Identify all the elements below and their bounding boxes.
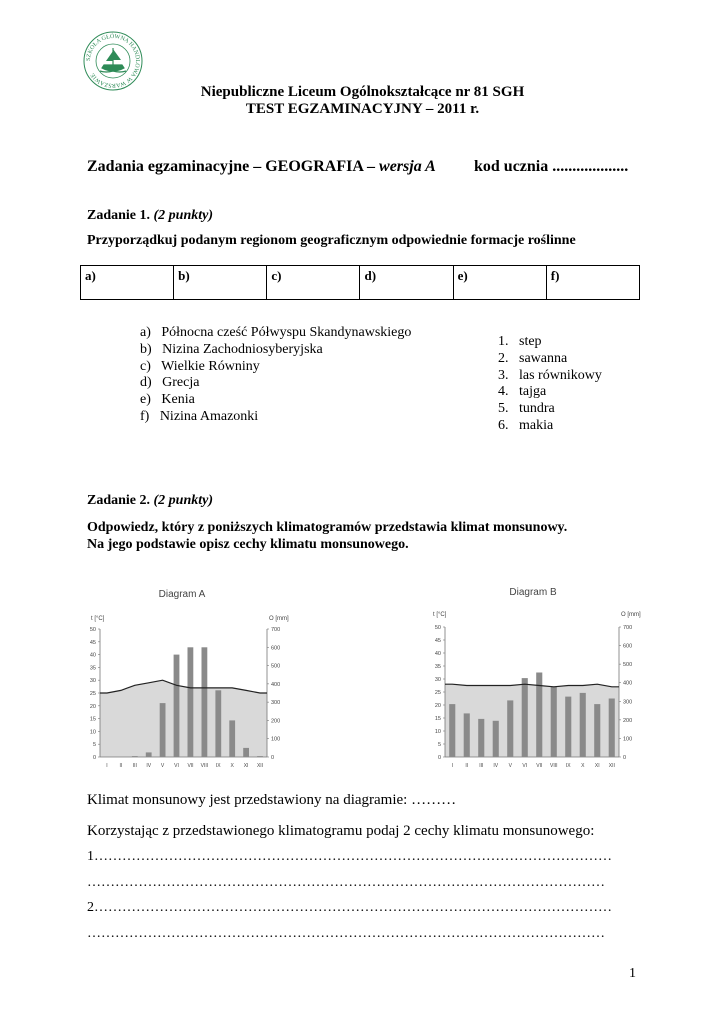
answer-cell-e[interactable]: e)	[453, 266, 546, 300]
left-tick-label: 15	[89, 716, 96, 723]
x-tick-label: VIII	[550, 763, 558, 769]
list-item: 2. sawanna	[498, 350, 568, 366]
left-tick-label: 0	[92, 755, 96, 761]
exam-version: wersja A	[379, 158, 436, 175]
x-tick-label: X	[581, 763, 585, 769]
right-tick-label: 0	[271, 755, 275, 761]
right-tick-label: 700	[271, 627, 281, 633]
x-tick-label: XI	[594, 763, 600, 769]
precipitation-bar	[464, 713, 470, 757]
right-tick-label: 500	[623, 662, 633, 669]
x-tick-label: V	[508, 763, 512, 769]
task1-label: Zadanie 1.	[87, 208, 154, 223]
x-tick-label: VI	[174, 763, 179, 769]
x-tick-label: I	[106, 763, 108, 769]
right-tick-label: 200	[623, 717, 633, 724]
left-tick-label: 15	[434, 716, 441, 722]
list-item: 5. tundra	[498, 401, 555, 417]
list-item: c) Wielkie Równiny	[140, 358, 260, 374]
vegetation-list	[498, 334, 602, 435]
page-number: 1	[629, 966, 636, 981]
left-tick-label: 25	[89, 691, 96, 697]
x-tick-label: II	[465, 763, 469, 769]
left-tick-label: 5	[437, 742, 441, 748]
list-item: d) Grecja	[140, 375, 200, 391]
right-tick-label: 600	[271, 645, 281, 652]
x-tick-label: XI	[243, 763, 249, 769]
precipitation-bar	[478, 719, 484, 757]
precipitation-bar	[594, 704, 600, 757]
left-tick-label: 35	[89, 665, 96, 672]
climate-diagram-b	[425, 580, 647, 776]
diagram-a-title: Diagram A	[158, 589, 206, 600]
precipitation-bar	[215, 690, 221, 757]
temperature-area	[100, 680, 267, 757]
answer-cell-c[interactable]: c)	[267, 266, 360, 300]
regions-list	[140, 325, 411, 426]
diagram-a-right-axis-label: O [mm]	[269, 616, 289, 622]
list-item: f) Nizina Amazonki	[140, 408, 259, 424]
answer-line-2b[interactable]: …………………………………………………………………………………………………	[87, 926, 605, 941]
left-tick-label: 20	[89, 703, 96, 710]
list-item: e) Kenia	[140, 392, 195, 408]
task2-label: Zadanie 2.	[87, 493, 154, 508]
logo-ring-text: SZKOŁA GŁÓWNA HANDLOWA W WARSZAWIE	[85, 33, 141, 89]
list-item: 4. tajga	[498, 384, 547, 400]
list-item: 3. las równikowy	[498, 367, 602, 383]
x-tick-label: VIII	[200, 763, 209, 769]
precipitation-bar	[609, 699, 615, 758]
task2-points: (2 punkty)	[153, 493, 214, 508]
right-tick-label: 100	[271, 736, 281, 743]
answer-table	[80, 265, 640, 300]
left-tick-label: 20	[434, 703, 441, 709]
precipitation-bar	[565, 697, 571, 757]
list-item: 6. makia	[498, 417, 554, 433]
task2-instruction-2: Na jego podstawie opisz cechy klimatu monsunowego.	[87, 537, 409, 552]
answer-line-1b[interactable]: …………………………………………………………………………………………………	[87, 875, 605, 890]
precipitation-bar	[551, 686, 557, 757]
precipitation-bar	[174, 655, 180, 757]
answer-line-2[interactable]: 2…………………………………………………………………………………………………	[87, 900, 612, 915]
precipitation-bar	[202, 647, 208, 757]
answer-cell-a[interactable]: a)	[81, 266, 174, 300]
right-tick-label: 400	[271, 681, 281, 688]
left-tick-label: 40	[89, 652, 96, 659]
left-tick-label: 50	[434, 625, 441, 631]
right-tick-label: 700	[623, 625, 633, 631]
list-item: a) Północna cześć Półwyspu Skandynawskiego	[140, 325, 412, 340]
precipitation-bar	[580, 693, 586, 757]
answer-cell-d[interactable]: d)	[360, 266, 453, 300]
precipitation-bar	[160, 703, 166, 757]
question-diagram: Klimat monsunowy jest przedstawiony na diagramie: ………	[87, 792, 457, 808]
x-tick-label: XII	[256, 763, 264, 769]
exam-title	[87, 158, 436, 176]
right-tick-label: 0	[623, 755, 627, 761]
right-tick-label: 400	[623, 680, 633, 687]
x-tick-label: XII	[608, 763, 615, 769]
left-tick-label: 45	[89, 639, 96, 646]
x-tick-label: IV	[146, 763, 152, 769]
precipitation-bar	[522, 678, 528, 757]
precipitation-bar	[188, 647, 194, 757]
school-logo	[82, 30, 144, 92]
right-tick-label: 600	[623, 643, 633, 650]
x-tick-label: VII	[187, 763, 194, 769]
student-code: kod ucznia ...................	[474, 158, 629, 175]
task2-heading	[87, 493, 213, 509]
left-tick-label: 5	[92, 742, 96, 749]
school-name: Niepubliczne Liceum Ogólnokształcące nr 81 SGH	[200, 84, 525, 100]
right-tick-label: 200	[271, 718, 281, 725]
precipitation-bar	[257, 756, 263, 757]
task2-instruction-1: Odpowiedz, który z poniższych klimatogramów przedstawia klimat monsunowy.	[87, 520, 568, 535]
left-tick-label: 50	[89, 627, 96, 633]
right-tick-label: 300	[623, 699, 633, 706]
x-tick-label: III	[479, 763, 484, 769]
left-tick-label: 25	[434, 690, 441, 696]
left-tick-label: 45	[434, 638, 441, 644]
precipitation-bar	[229, 720, 235, 757]
left-tick-label: 0	[437, 755, 441, 761]
task1-instruction: Przyporządkuj podanym regionom geograficznym odpowiednie formacje roślinne	[87, 233, 576, 248]
x-tick-label: V	[160, 763, 165, 769]
x-tick-label: IV	[493, 763, 499, 769]
x-tick-label: II	[119, 763, 123, 769]
list-item: 1. step	[498, 334, 542, 349]
precipitation-bar	[493, 721, 499, 757]
diagram-b-right-axis-label: O [mm]	[621, 612, 641, 618]
precipitation-bar	[243, 748, 249, 757]
exam-subject: Zadania egzaminacyjne – GEOGRAFIA –	[87, 158, 380, 175]
answer-cell-b[interactable]: b)	[174, 266, 267, 300]
left-tick-label: 40	[434, 651, 441, 657]
precipitation-bar	[507, 700, 513, 757]
list-item: b) Nizina Zachodniosyberyjska	[140, 341, 323, 357]
diagram-a-left-axis-label: t [°C]	[91, 616, 105, 622]
x-tick-label: VII	[536, 763, 543, 769]
left-tick-label: 30	[89, 678, 96, 685]
x-tick-label: III	[132, 763, 137, 769]
x-tick-label: I	[451, 763, 453, 769]
x-tick-label: X	[230, 763, 234, 769]
ship-seal-icon	[82, 30, 144, 92]
task1-heading	[87, 208, 213, 224]
precipitation-bar	[449, 704, 455, 757]
left-tick-label: 35	[434, 664, 441, 670]
answer-line-1[interactable]: 1…………………………………………………………………………………………………	[87, 849, 612, 864]
x-tick-label: VI	[522, 763, 528, 769]
precipitation-bar	[146, 752, 152, 757]
x-tick-label: IX	[215, 763, 221, 769]
climate-diagram-a	[85, 582, 289, 774]
right-tick-label: 500	[271, 663, 281, 670]
answer-cell-f[interactable]: f)	[546, 266, 639, 300]
temperature-area	[445, 684, 619, 757]
left-tick-label: 10	[89, 729, 96, 736]
question-features: Korzystając z przedstawionego klimatogramu podaj 2 cechy klimatu monsunowego:	[87, 823, 595, 839]
task1-points: (2 punkty)	[153, 208, 214, 223]
precipitation-bar	[132, 756, 138, 757]
right-tick-label: 100	[623, 736, 633, 743]
test-title: TEST EGZAMINACYJNY – 2011 r.	[245, 101, 480, 117]
diagram-b-title: Diagram B	[509, 587, 557, 598]
right-tick-label: 300	[271, 700, 281, 707]
diagram-b-left-axis-label: t [°C]	[433, 612, 447, 618]
x-tick-label: IX	[565, 763, 571, 769]
left-tick-label: 30	[434, 677, 441, 683]
left-tick-label: 10	[434, 729, 441, 735]
